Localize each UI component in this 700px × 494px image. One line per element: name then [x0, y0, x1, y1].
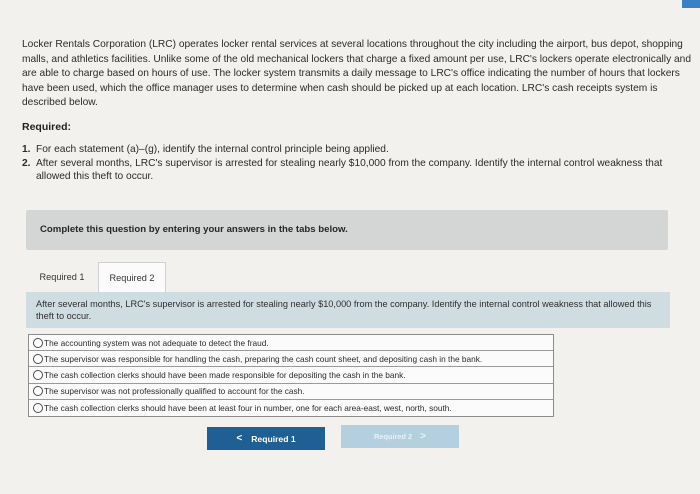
next-button-label: Required 2 — [373, 432, 413, 441]
radio-button[interactable] — [33, 354, 43, 364]
answer-option-label: The supervisor was not professionally qualified to account for the cash. — [44, 386, 305, 397]
required-item-text: After several months, LRC's supervisor is arrested for stealing nearly $10,000 from the company. Identify the internal control weakness that allowed this theft to occur. — [36, 157, 663, 182]
chevron-right-icon: > — [420, 431, 427, 442]
answer-option-label: The cash collection clerks should have been made responsible for depositing the cash in the bank. — [44, 369, 406, 380]
required-list — [22, 143, 682, 184]
answer-option[interactable] — [29, 367, 553, 383]
instruction-text: Complete this question by entering your answers in the tabs below. — [40, 224, 348, 235]
next-required-button[interactable] — [341, 425, 459, 448]
intro-paragraph: Locker Rentals Corporation (LRC) operates locker rental services at several locations throughout the city including the airport, bus depot, shopping malls, and athletics facilities. Unlike some of the old mechanical lockers that charge a fixed amount per use, LRC's lockers operate electronically and are able to charge based on hours of use. The locker system transmits a daily message to LRC's office indicating the number of hours that lockers have been used, which the office manager uses to determine when cash should be picked up at each location. LRC's cash receipts system is described below. — [22, 39, 691, 109]
prev-button-label: Required 1 — [251, 433, 296, 444]
required-item-number: 2. — [22, 157, 31, 169]
required-item — [22, 157, 682, 184]
chevron-left-icon: < — [236, 433, 243, 444]
answer-option-label: The supervisor was responsible for handling the cash, preparing the cash count sheet, and depositing cash in the bank. — [44, 353, 483, 364]
radio-button[interactable] — [33, 338, 43, 348]
required-item-number: 1. — [22, 144, 31, 155]
question-text: After several months, LRC's supervisor is arrested for stealing nearly $10,000 from the company. Identify the internal control weakness that allowed this theft to occur. — [36, 299, 652, 321]
tab-required-2[interactable]: Required 2 — [98, 262, 166, 292]
required-item — [22, 143, 682, 157]
question-panel — [26, 292, 670, 328]
answer-options — [28, 334, 554, 417]
answer-option-label: The accounting system was not adequate to detect the fraud. — [44, 337, 269, 348]
tab-required-1[interactable]: Required 1 — [39, 272, 85, 282]
radio-button[interactable] — [33, 386, 43, 396]
required-item-text: For each statement (a)–(g), identify the internal control principle being applied. — [36, 144, 389, 155]
instruction-banner — [26, 210, 668, 250]
answer-option[interactable] — [29, 384, 553, 400]
answer-option-label: The cash collection clerks should have been at least four in number, one for each area-east, west, north, south. — [44, 402, 452, 413]
answer-option[interactable] — [29, 351, 553, 367]
required-heading: Required: — [22, 121, 72, 133]
answer-option[interactable] — [29, 400, 553, 416]
answer-option[interactable] — [29, 335, 553, 351]
corner-accent — [682, 0, 700, 8]
prev-required-button[interactable] — [207, 427, 325, 450]
radio-button[interactable] — [33, 370, 43, 380]
radio-button[interactable] — [33, 403, 43, 413]
